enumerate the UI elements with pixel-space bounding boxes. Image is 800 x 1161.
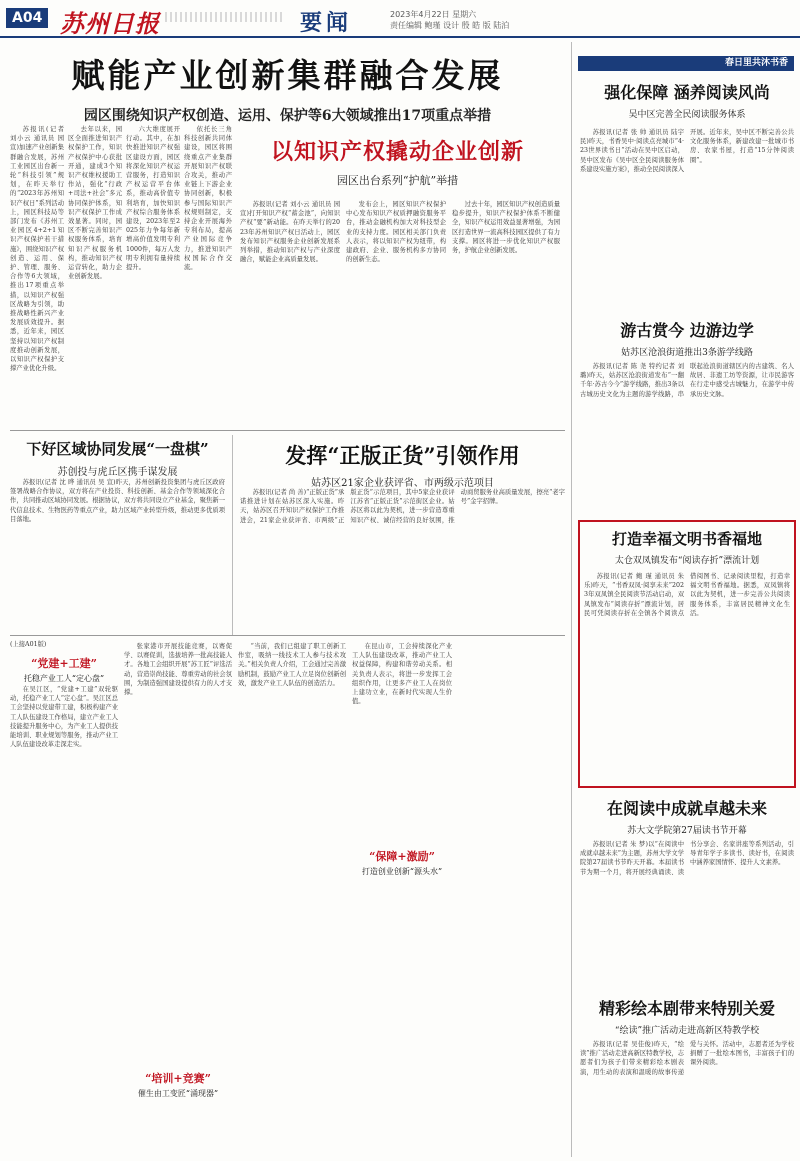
decorative-bar — [165, 12, 285, 22]
feature-headline — [235, 135, 560, 195]
bottom-sub3-subtitle: 打造创业创新“源头水” — [361, 867, 443, 876]
feature-col2: 发布会上，园区知识产权保护中心发布知识产权质押融资服务平台，推动金融机构加大对科技型企业的支持力度。园区相关部门负责人表示，将以知识产权为纽带，构建政府、企业、服务机构多方协同的创新生态。 — [346, 201, 446, 264]
bottom-sub2-headline — [124, 1070, 232, 1099]
main-headline — [10, 50, 565, 125]
feature-subtitle: 园区出台系列“护航”举措 — [336, 174, 459, 187]
bottom-sub2-title: “培训+竞赛” — [145, 1072, 211, 1085]
feature-title: 以知识产权撬动企业创新 — [270, 139, 524, 165]
right-story3-text: 苏报讯(记者 鲍 瑾 通讯员 朱 乐)昨天，“书香双凤·阅享未来”2023年双凤镇全民阅读节活动启动，双凤镇发布“阅读存折”漂流计划，居民可凭阅读存折在全镇各个阅读点借阅图书、记录阅读里程，打造幸福文明书香福地。据悉，双凤镇将以此为契机，进一步完善公共阅读服务体系，丰富居民精神文化生活。 — [584, 573, 790, 617]
bottom-sub1-title: “党建+工建” — [31, 657, 97, 670]
section2-title: 下好区域协同发展“一盘棋” — [26, 440, 209, 458]
right-story2-subtitle: 姑苏区沧浪街道推出3条游学线路 — [621, 348, 753, 358]
right-story4-text: 苏报讯(记者 朱 梦)以“在阅读中成就卓越未来”为主题，苏州大学文学院第27届读书节昨天开幕。本届读书节为期一个月，将开展经典诵读、读书分享会、名家讲座等系列活动，引导青年学子多读书、读好书，在阅读中涵养家国情怀、提升人文素养。 — [580, 841, 794, 876]
section3-headline — [240, 440, 565, 489]
section3-text: 苏报讯(记者 尚 善)“正版正货”承诺推进计划在姑苏区深入实施。昨天，姑苏区召开知识产权保护工作推进会，21家企业获评省、市两级“正版正货”示范项目，其中5家企业获评江苏省“正版正货”示范街区企业。姑苏区将以此为契机，进一步营造尊重知识产权、诚信经营的良好氛围，推动商贸服务业高质量发展，擦亮“老字号”金字招牌。 — [240, 489, 565, 524]
divider — [10, 430, 565, 431]
highlighted-story-box — [578, 520, 796, 788]
main-article-col3: 六大维度展开行动。其中，在加快推进知识产权强区建设方面，园区将深化知识产权运营服务，打造知识产权运营平台体系，推动高价值专利培育，加快知识产权综合服务体系建设，2023年至2025年力争每年新增高价值发明专利1000件，每万人发明专利拥有量持续提升。 — [126, 126, 180, 272]
issue-date: 2023年4月22日 星期六 — [390, 10, 477, 19]
main-article-col1: 苏报讯(记者 刘小云 通讯员 园宣)加速产业创新集群融合发展，苏州工业园区出台新一轮“科技引领”规划，在昨天举行的“2023年苏州知识产权日”系列活动上，园区科技局等部门发布《苏州工业园区4+2+1知识产权保护若干措施》，围绕知识产权创造、运用、保护、管理、服务、合作等6大领域，推出17项重点举措，以知识产权强区战略为引领，助推战略性新兴产业发展质效提升。据悉，近年来，园区坚持以知识产权制度推动创新发展，以知识产权保护支撑产业优化升级。 — [10, 126, 64, 373]
section3-subtitle: 姑苏区21家企业获评省、市两级示范项目 — [311, 478, 494, 489]
main-article-col2: 去年以来，园区全面推进知识产权保护工作，知识产权保护中心获批开通，建成3个知识产权维权援助工作站，强化“行政+司法+社会”多元协同保护体系，知识产权保护工作成效显著。同时，园区不断完善知识产权服务体系，培育知识产权服务机构，推动知识产权运营转化，助力企业创新发展。 — [68, 126, 122, 281]
bottom-text3: “当前，我们已组建了职工创新工作室，吸纳一线技术工人参与技术攻关。”相关负责人介绍，工会通过完善激励机制，鼓励产业工人立足岗位创新创效，激发产业工人队伍的创造活力。 — [238, 643, 346, 687]
main-subtitle: 园区围绕知识产权创造、运用、保护等6大领域推出17项重点举措 — [83, 108, 492, 124]
right-story3-title: 打造幸福文明书香福地 — [611, 530, 762, 548]
right-story1-text: 苏报讯(记者 张 帅 通讯员 陆宇民)昨天，书香吴中·阅读点亮城市“4·23世界读书日”活动在吴中区启动，吴中区发布《吴中区全民阅读服务体系建设实施方案》，推动全民阅读深入开展。近年来，吴中区不断完善公共文化服务体系，新建改建一批城市书房、农家书屋，打造“15分钟阅读圈”。 — [580, 129, 794, 173]
main-title: 赋能产业创新集群融合发展 — [71, 56, 504, 95]
page-number: A04 — [6, 8, 48, 28]
main-article-col4: 依托长三角科技创新共同体建设，园区将围绕重点产业集群开展知识产权联合攻关，推动产业链上下游企业协同创新，积极参与国际知识产权规则制定，支持企业开展海外专利布局，提高产业国际竞争力，推进知识产权国际合作交流。 — [184, 126, 232, 272]
masthead — [0, 0, 800, 38]
right-story4-headline — [578, 796, 796, 836]
bottom-text4: 在昆山市，工会持续深化产业工人队伍建设改革，推动产业工人权益保障，构建和谐劳动关系。相关负责人表示，将进一步发挥工会组织作用，让更多产业工人在岗位上建功立业，在新时代实现人生价值。 — [352, 643, 452, 706]
right-story3-headline — [580, 528, 794, 566]
bottom-text1: 在吴江区，“党建+工建”双轮驱动，托稳产业工人“定心盘”。吴江区总工会坚持以党建带工建，积极构建产业工人队伍建设工作格局，建立产业工人技能提升服务中心，为产业工人提供技能培训、职业规划等服务，推动产业工人队伍建设改革走深走实。 — [10, 686, 118, 749]
section-title: 要闻 — [300, 10, 353, 36]
section2-text: 苏报讯(记者 沈 晔 通讯员 吴 宣)昨天，苏州创新投资集团与虎丘区政府签署战略合作协议，双方将在产业投资、科技创新、基金合作等领域深化合作，共同推动区域协同发展。根据协议，双方将共同设立产业基金，聚焦新一代信息技术、生物医药等重点产业，助力区域产业转型升级，推动更多优质项目落地。 — [10, 479, 225, 523]
right-story2-text: 苏报讯(记者 陈 尧 特约记者 刘 璐)昨天，姑苏区沧浪街道发布“一翻千年·苏古今今”游学线路，推出3条以古城历史文化为主题的游学线路，串联起沧浪街道辖区内的古建筑、名人故居、非遗工坊等资源，让市民游客在行走中感受古城魅力，在游学中传承历史文脉。 — [580, 363, 794, 398]
divider — [571, 42, 572, 1157]
right-story5-text: 苏报讯(记者 吴佳俊)昨天，“绘读”推广活动走进高新区特教学校，志愿者们为孩子们带来精彩绘本剧表演，用生动的表演和温暖的故事传递爱与关怀。活动中，志愿者还为学校捐赠了一批绘本图书，丰富孩子们的课外阅读。 — [580, 1041, 794, 1076]
section2-subtitle: 苏创投与虎丘区携手谋发展 — [57, 467, 178, 478]
section3-title: 发挥“正版正货”引领作用 — [285, 443, 520, 468]
section2-headline — [10, 438, 225, 478]
issue-info — [390, 9, 509, 31]
divider — [10, 635, 565, 636]
right-story3-subtitle: 太仓双凤镇发布“阅读存折”漂流计划 — [614, 556, 760, 566]
bottom-sub1-headline — [10, 655, 118, 684]
right-story5-headline — [578, 996, 796, 1036]
feature-col1: 苏报讯(记者 刘小云 通讯员 园宣)打开知识产权“蓄金池”，向知识产权“要”新动能。在昨天举行的2023年苏州知识产权日活动上，园区发布知识产权服务企业创新发展系列举措，推动知识产权与产业深度融合，赋能企业高质量发展。 — [240, 201, 340, 264]
right-story4-title: 在阅读中成就卓越未来 — [606, 799, 767, 818]
right-story1-title: 强化保障 涵养阅读风尚 — [604, 83, 770, 102]
bottom-text2: 张家港市开展技能竞赛，以赛促学、以赛促训，选拔培养一批高技能人才。各地工会组织开展“苏工匠”评选活动，营造崇尚技能、尊重劳动的社会氛围，为制造强国建设提供有力的人才支撑。 — [124, 643, 232, 697]
right-story1-subtitle: 吴中区完善全民阅读服务体系 — [628, 110, 746, 120]
continued-note: (上接A01版) — [10, 641, 47, 648]
right-story5-title: 精彩绘本剧带来特别关爱 — [598, 999, 775, 1018]
right-story2-headline — [578, 318, 796, 358]
bottom-sub3-title: “保障+激励” — [369, 850, 435, 863]
right-story5-subtitle: “绘读”推广活动走进高新区特教学校 — [614, 1026, 760, 1036]
issue-editors: 责任编辑 鲍瑾 设计 殷 皓 版 陆泊 — [390, 21, 510, 30]
bottom-sub2-subtitle: 催生由工变匠“涌现器” — [137, 1089, 219, 1098]
bottom-sub1-subtitle: 托稳产业工人“定心盘” — [23, 674, 105, 683]
feature-col3: 过去十年，园区知识产权创造质量稳步提升，知识产权保护体系不断健全，知识产权运用效益显著增强，为园区打造世界一流高科技园区提供了有力支撑。园区将进一步优化知识产权服务，护航企业创新发展。 — [452, 201, 560, 255]
right-column-tag: 春日里共沐书香 — [578, 56, 794, 71]
right-story4-subtitle: 苏大文学院第27届读书节开幕 — [627, 826, 747, 836]
newspaper-name: 苏州日报 — [60, 9, 160, 38]
right-story1-headline — [578, 80, 796, 120]
divider — [232, 435, 233, 635]
right-story2-title: 游古赏今 边游边学 — [620, 321, 754, 340]
bottom-sub3-headline — [352, 848, 452, 877]
